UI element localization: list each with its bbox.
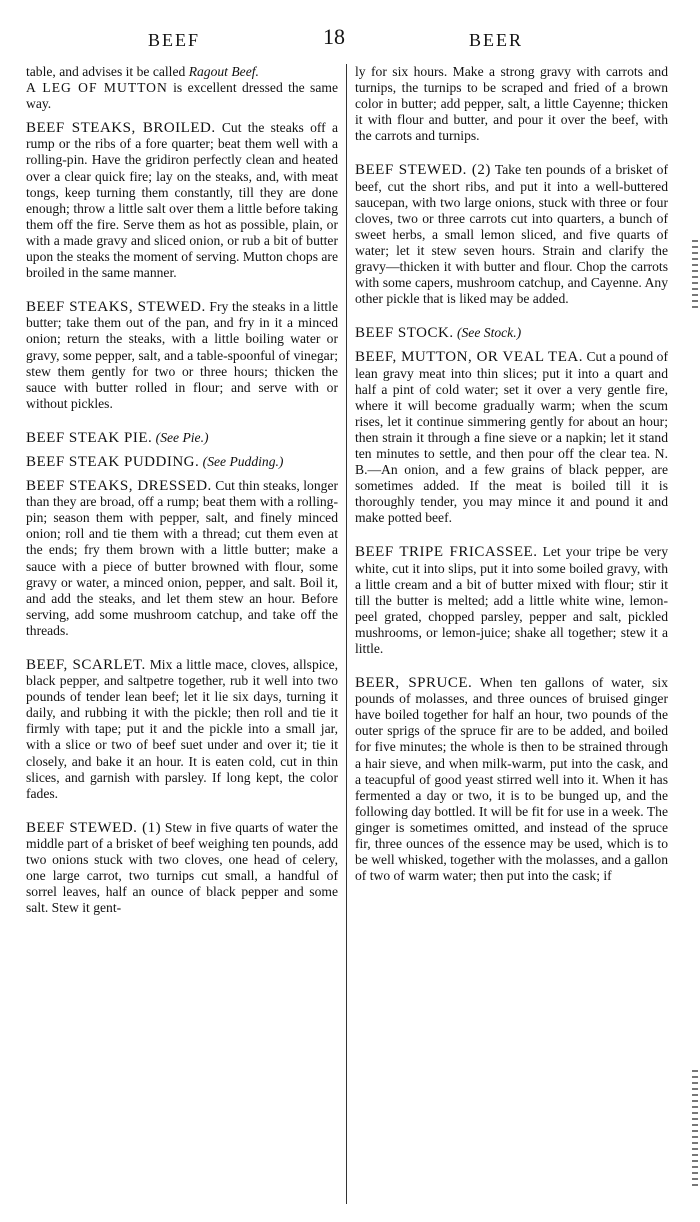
page-edge-mark	[692, 240, 698, 310]
header-left-word: BEEF	[148, 30, 201, 50]
entry-beef-steaks-dressed	[26, 478, 338, 639]
entry-beef-stewed-2	[355, 162, 668, 307]
entry-beef-steak-pudding	[26, 454, 338, 470]
entry-beef-tripe-fricassee	[355, 544, 668, 657]
entry-heading: BEEF, MUTTON, OR VEAL TEA.	[355, 349, 583, 366]
entry-beef-steaks-broiled	[26, 120, 338, 281]
header-right-word: BEER	[469, 30, 524, 50]
entry-text: is excellent dressed the same way.	[26, 80, 338, 112]
entry-leg-of-mutton	[26, 80, 338, 112]
entry-text: ly for six hours. Make a strong gravy with carrots and turnips, the turnips to be scraped and fried of a brown color in butter; add pepper, salt, a little Cayenne; thicken it with flour and butter, and pour it over the beef, with the carrots and turnips.	[355, 64, 668, 144]
entry-reference: (See Pudding.)	[202, 453, 284, 469]
entry-beef-stewed-1	[26, 820, 338, 917]
entry-heading: BEEF STEAKS, DRESSED.	[26, 478, 212, 495]
entry-beef-steaks-stewed	[26, 299, 338, 412]
entry-beef-tea	[355, 349, 668, 526]
entry-heading: BEER, SPRUCE.	[355, 675, 473, 692]
entry-beef-scarlet	[26, 657, 338, 802]
entry-heading: BEEF, SCARLET.	[26, 657, 146, 673]
entry-beef-stock	[355, 325, 668, 341]
entry-continuation	[26, 64, 338, 80]
left-column	[26, 64, 338, 916]
entry-heading: BEEF STEAK PIE.	[26, 429, 153, 446]
entry-text: Stew in five quarts of water the middle part of a brisket of beef weighing ten pounds, add two onions stuck with two cloves, one head of celery, one large carrot, two turnips cut small, a handful of sorrel leaves, half an ounce of black pepper and some salt. Stew it gent-	[26, 819, 339, 916]
entry-reference: Ragout Beef.	[188, 64, 259, 79]
entry-text: When ten gallons of water, six pounds of molasses, and three ounces of bruised ginger have boiled together for half an hour, two pounds of the outer sprigs of the spruce fir are to be added, and boiled for five minutes; the whole is then to be strained through a hair sieve, and when milk-warm, put into the cask, and a teacupful of good yeast stirred well into it. When it has fermented a day or two, it is to be bunged up, and the following day bottled. It will be fit for use in a week. The ginger is sometimes omitted, and instead of the spruce fir, three ounces of the essence may be used, which is to be well whisked, together with the molasses, and a gallon of two of warm water; then put into the cask; if	[355, 675, 668, 884]
entry-heading: BEEF STOCK.	[355, 325, 454, 342]
entry-reference: (See Pie.)	[155, 429, 209, 445]
entry-heading: BEEF TRIPE FRICASSEE.	[355, 544, 538, 561]
entry-continuation	[355, 64, 668, 144]
entry-beer-spruce	[355, 675, 668, 884]
entry-heading: BEEF STEAKS, STEWED.	[26, 299, 206, 316]
right-column	[355, 64, 668, 884]
entry-text: Take ten pounds of a brisket of beef, cut the short ribs, and put it into a well-buttered saucepan, with two large onions, stuck with three or four cloves, two or three carrots cut into quarters, a bunch of sweet herbs, a small lemon sliced, and five quarts of water; let it stew seven hours. Strain and clarify the gravy—thicken it with butter and flour. Chop the carrots with some capers, mushroom catchup, and Cayenne. Any other pickle that is liked may be added.	[355, 162, 668, 307]
entry-text: Cut thin steaks, longer than they are broad, off a rump; beat them with a rolling-pin; season them with pepper, salt, and finely minced onion; roll and tie them with a thread; cut them even at the ends; fry them brown with a little butter; make a sauce with a piece of butter browned with flour, some gravy or water, a minced onion, pepper, and salt. Boil it, and add the steaks, and let them stew an hour. Before serving, add some mushroom catchup, and take off the threads.	[26, 478, 338, 638]
entry-text: table, and advises it be called	[26, 64, 189, 79]
entry-heading: BEEF STEWED. (1)	[26, 819, 162, 836]
entry-text: Cut the steaks off a rump or the ribs of a fore quarter; beat them well with a rolling-pin. Have the gridiron perfectly clean and heated over a clear quick fire; lay on the steaks, and, with meat tongs, keep turning them constantly, till they are done enough; throw a little salt over them a little before taking them off the fire. Serve them as hot as possible, plain, or with a made gravy and sliced onion, or rub a bit of butter upon the steaks the moment of serving. Mutton chops are broiled in the same manner.	[26, 120, 338, 281]
page-edge-mark	[692, 1070, 698, 1190]
running-header	[0, 22, 700, 56]
entry-heading: BEEF STEAKS, BROILED.	[26, 120, 216, 137]
entry-heading: BEEF STEAK PUDDING.	[26, 453, 200, 470]
entry-reference: (See Stock.)	[456, 325, 522, 341]
entry-beef-steak-pie	[26, 430, 338, 446]
entry-text: Cut a pound of lean gravy meat into thin slices; put it into a quart and half a pint of cold water; set it over a very gentle fire, where it will become gradually warm; when the scum rises, let it continue simmering gently for about an hour; then strain it through a fine sieve or a napkin; let it stand ten minutes to settle, and then pour off the clear tea. N. B.—An onion, and a few grains of black pepper, are sometimes added. If the meat is boiled till it is thoroughly tender, you may mince it and pound it and make potted beef.	[355, 349, 669, 526]
entry-text: Fry the steaks in a little butter; take them out of the pan, and fry in it a minced onion; return the steaks, with a little boiling water or gravy, some pepper, salt, and a table-spoonful of vinegar; stew them gently for two or three hours; thicken the sauce with butter rolled in flour; and serve with or without pickles.	[26, 299, 338, 411]
entry-text: Let your tripe be very white, cut it into slips, put it into some boiled gravy, with a little cream and a bit of butter mixed with flour; stir it till the butter is melted; add a little white wine, lemon-peel grated, chopped parsley, pepper and salt, pickled mushrooms, or lemon-juice; shake all together; stew it a little.	[355, 544, 669, 656]
entry-heading: A LEG OF MUTTON	[26, 80, 168, 96]
entry-text: Mix a little mace, cloves, allspice, black pepper, and saltpetre together, rub it well into two pounds of tender lean beef; let it lie six days, turning it daily, and rubbing it with the pickle; then roll and tie it firmly with tape; put it and the pickle into a small jar, with a slice or two of beef suet under and over it; tie it closely, and bake it an hour. It is eaten cold, cut in thin slices, and garnish with parsley. If long kept, the color fades.	[26, 657, 338, 801]
column-divider	[346, 64, 347, 1204]
page-number: 18	[323, 24, 345, 49]
entry-heading: BEEF STEWED. (2)	[355, 162, 491, 179]
